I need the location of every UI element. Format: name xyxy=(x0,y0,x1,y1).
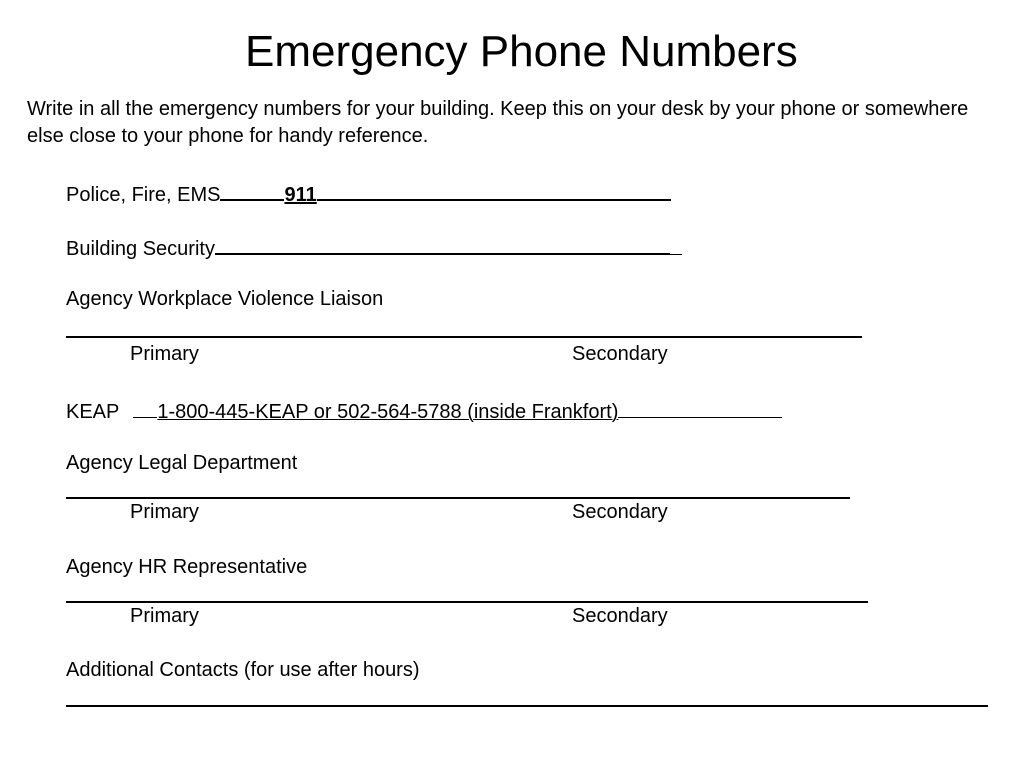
security-blank-end xyxy=(670,234,682,255)
legal-secondary-label: Secondary xyxy=(572,501,668,523)
police-row xyxy=(66,179,671,207)
security-row xyxy=(66,233,682,261)
keap-label: KEAP xyxy=(66,401,120,423)
legal-blank[interactable] xyxy=(66,497,850,499)
legal-label: Agency Legal Department xyxy=(66,452,298,474)
keap-row xyxy=(66,397,782,424)
legal-primary-label: Primary xyxy=(130,501,199,523)
police-blank-left xyxy=(220,179,284,201)
police-blank-right xyxy=(317,179,671,201)
hr-primary-label: Primary xyxy=(130,605,199,627)
hr-label: Agency HR Representative xyxy=(66,556,308,578)
violence-blank[interactable] xyxy=(66,336,862,338)
keap-blank-right xyxy=(618,397,782,418)
police-label: Police, Fire, EMS xyxy=(66,184,221,206)
additional-label: Additional Contacts (for use after hours) xyxy=(66,659,420,681)
police-value[interactable]: 911 xyxy=(284,184,317,206)
violence-secondary-label: Secondary xyxy=(572,343,668,365)
intro-text: Write in all the emergency numbers for your building. Keep this on your desk by your phone or somewhere else close to your phone for handy reference. xyxy=(27,98,969,147)
hr-blank[interactable] xyxy=(66,601,868,603)
keap-value[interactable]: 1-800-445-KEAP or 502-564-5788 (inside Frankfort) xyxy=(157,401,619,423)
violence-primary-label: Primary xyxy=(130,343,199,365)
keap-blank-left xyxy=(133,397,157,418)
hr-secondary-label: Secondary xyxy=(572,605,668,627)
security-blank[interactable] xyxy=(215,233,670,255)
additional-blank[interactable] xyxy=(66,705,988,707)
page-title: Emergency Phone Numbers xyxy=(245,27,798,76)
security-label: Building Security xyxy=(66,238,215,260)
violence-label: Agency Workplace Violence Liaison xyxy=(66,288,384,310)
